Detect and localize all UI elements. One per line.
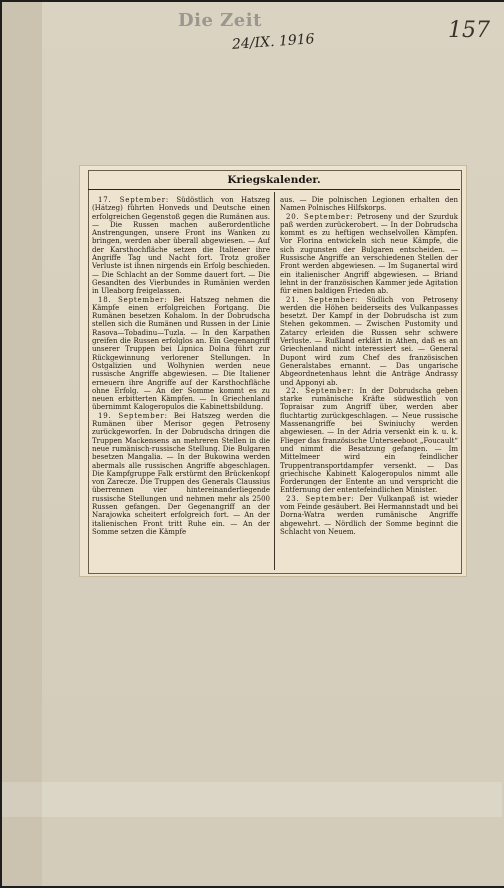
- entry-date: 21. September:: [286, 295, 359, 304]
- entry-date: 18. September:: [98, 295, 168, 304]
- entry-text: aus. — Die polnischen Legionen erhalten den Namen Polnisches Hilfskorps.: [280, 196, 458, 213]
- entry-text: Bei Hatszeg nehmen die Kämpfe einen erfolgreichen Fortgang. Die Rumänen besetzen Kohalom. In der Dobrudscha stellen sich die Rumänen und Russen in der Linie Rasova—Tobadinu—Tuzla. — In den Karpathen greifen die Russen erfolglos an. Ein Gegenangriff unserer Truppen bei Lipnica Dolna führt zur Rückgewinnung verlorener Stellungen. In Ostgalizien und Wolhynien werden neue russische Angriffe abgewiesen. — Die Italiener erneuern ihre Angriffe auf der Karsthochfläche ohne Erfolg. — An der Somme kommt es zu neuen erbitterten Kämpfen. — In Griechenland übernimmt Kalogeropulos die Kabinettsbildung.: [92, 295, 270, 412]
- clipping-title: Kriegskalender.: [88, 174, 460, 190]
- entry-date: 23. September:: [286, 494, 355, 503]
- handwritten-date: 24/IX. 1916: [231, 31, 316, 53]
- folio-number: 157: [448, 18, 490, 43]
- paper-stain: [2, 782, 502, 817]
- entry-21-september: [280, 296, 458, 387]
- entry-text: Bei Hatszeg werden die Rumänen über Merisor gegen Petroseny zurückgeworfen. In der Dobrudscha dringen die Truppen Mackensens an mehreren Stellen in die neue rumänisch-russische Stellung. Die Bulgaren besetzen Mangalia. — In der Bukowina werden abermals alle russischen Angriffe abgeschlagen. Die Kampfgruppe Falk erstürmt den Brückenkopf von Zarecze. Die Truppen des Generals Claussius überrennen vier hintereinanderliegende russische Stellungen und nehmen mehr als 2500 Russen gefangen. Der Gegenangriff an der Narajowka scheitert erfolgreich fort. — An der italienischen Front tritt Ruhe ein. — An der Somme setzen die Kämpfe: [92, 411, 270, 536]
- entry-23-september: [280, 495, 458, 536]
- entry-17-september: [92, 196, 270, 296]
- entry-text: Petroseny und der Szurduk paß werden zurückerobert. — In der Dobrudscha kommt es zu heftigen wechselvollen Kämpfen. Vor Florina entwickeln sich neue Kämpfe, die sich zugunsten der Bulgaren entscheiden. — Russische Angriffe an verschiedenen Stellen der Front werden abgewiesen. — Im Suganertal wird ein italienischer Angriff abgewiesen. — Briand lehnt in der französischen Kammer jede Agitation für einen baldigen Frieden ab.: [280, 212, 458, 296]
- right-column: [280, 196, 458, 568]
- left-column: [92, 196, 270, 568]
- entry-22-september: [280, 387, 458, 495]
- newspaper-stamp: Die Zeit: [178, 10, 262, 31]
- entry-text: In der Dobrudscha geben starke rumänische Kräfte südwestlich von Topraisar zum Angriff über, werden aber fluchtartig zurückgeschlagen. — Neue russische Massenangriffe bei Swiniuchy werden abgewiesen. — In der Adria versenkt ein k. u. k. Flieger das französische Unterseeboot „Foucault“ und nimmt die Besatzung gefangen. — Im Mittelmeer wird ein feindlicher Truppentransportdampfer versenkt. — Das griechische Kabinett Kalogeropulos nimmt alle Forderungen der Entente an und verspricht die Entfernung der ententefeindlichen Minister.: [280, 386, 458, 495]
- entry-text: Der Vulkanpaß ist wieder vom Feinde gesäubert. Bei Hermannstadt und bei Dorna-Watra werden rumänische Angriffe abgewehrt. — Nördlich der Somme beginnt die Schlacht von Neuem.: [280, 494, 458, 536]
- entry-continuation: [280, 196, 458, 213]
- entry-20-september: [280, 213, 458, 296]
- entry-text: Südöstlich von Hatszeg (Hátzeg) führten Honveds und Deutsche einen erfolgreichen Gegenstoß gegen die Rumänen aus. — Die Russen machen außerordentliche Anstrengungen, unsere Front ins Wanken zu bringen, werden aber überall abgewiesen. — Auf der Karsthochfläche setzen die Italiener ihre Angriffe Tag und Nacht fort. Trotz großer Verluste ist ihnen nirgends ein Erfolg beschieden. — Die Schlacht an der Somme dauert fort. — Die Gesandten des Vierbundes in Rumänien werden in Uleaborg freigelassen.: [92, 196, 270, 296]
- entry-date: 19. September:: [98, 411, 168, 420]
- entry-date: 20. September:: [286, 212, 354, 221]
- entry-19-september: [92, 412, 270, 536]
- entry-text: Südlich von Petroseny werden die Höhen beiderseits des Vulkanpasses besetzt. Der Kampf in der Dobrudscha ist zum Stehen gekommen. — Zwischen Pustomity und Zatarcy erleiden die Russen sehr schwere Verluste. — Rußland erklärt in Athen, daß es an Griechenland nicht interessiert sei. — General Dupont wird zum Chef des französischen Generalstabes ernannt. — Das ungarische Abgeordnetenhaus lehnt die Anträge Andrassy und Apponyi ab.: [280, 295, 458, 387]
- column-divider: [274, 192, 275, 570]
- entry-date: 17. September:: [98, 196, 170, 204]
- entry-18-september: [92, 296, 270, 412]
- sheet-margin-strip: [2, 2, 43, 886]
- entry-date: 22. September:: [286, 386, 355, 395]
